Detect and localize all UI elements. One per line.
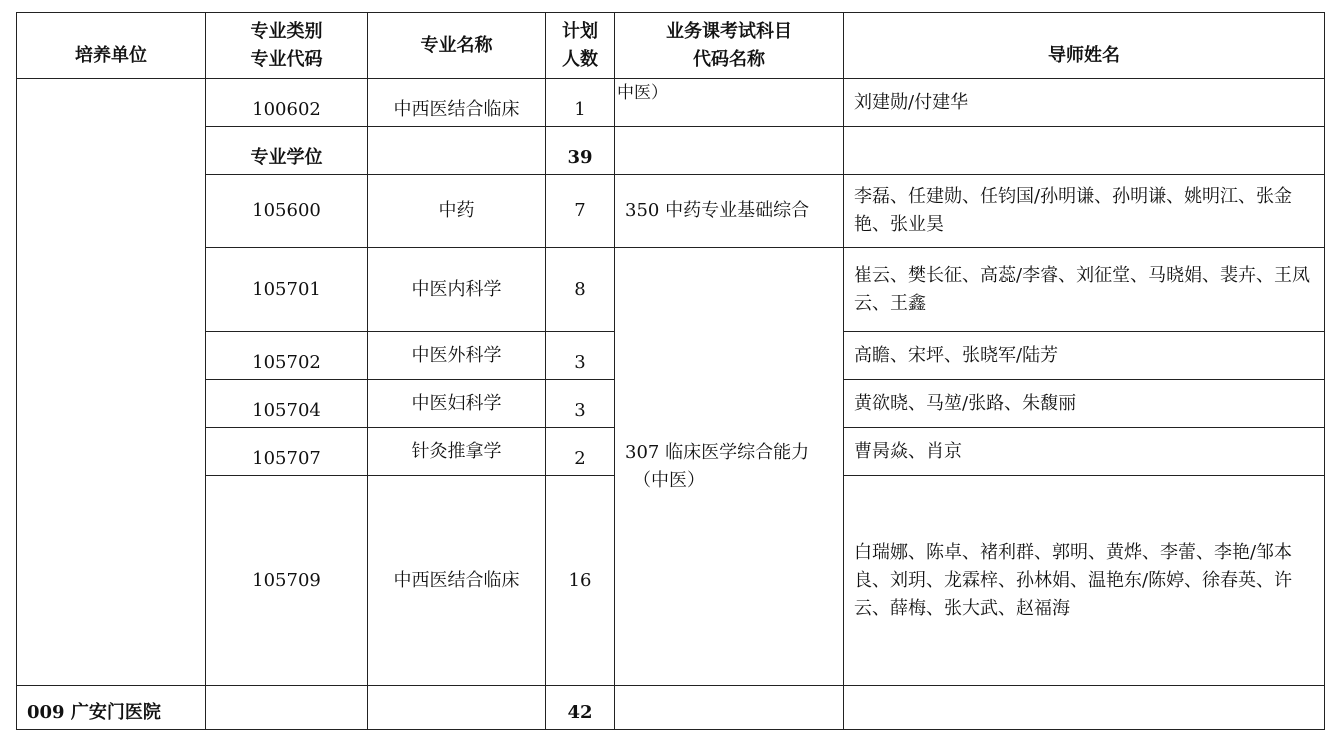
empty-cell xyxy=(368,127,546,175)
header-exam-code: 代码名称 xyxy=(693,48,765,70)
table-row xyxy=(17,79,1325,127)
header-unit: 培养单位 xyxy=(17,13,206,79)
major-name: 中医外科学 xyxy=(368,332,546,380)
tutor-names: 黄欲晓、马堃/张路、朱馥丽 xyxy=(844,380,1325,428)
table-row xyxy=(17,175,1325,248)
exam-subject-clinical xyxy=(615,248,844,686)
major-name: 中西医结合临床 xyxy=(368,79,546,127)
empty-cell xyxy=(844,127,1325,175)
plan-count: 16 xyxy=(546,476,615,686)
major-code: 105701 xyxy=(206,248,368,332)
header-major-name: 专业名称 xyxy=(368,13,546,79)
major-name: 中西医结合临床 xyxy=(368,476,546,686)
empty-cell xyxy=(615,686,844,730)
tutor-names: 高瞻、宋坪、张晓军/陆芳 xyxy=(844,332,1325,380)
header-category: 专业类别 xyxy=(250,20,323,42)
plan-count: 1 xyxy=(546,79,615,127)
table-row xyxy=(17,248,1325,332)
header-plan-count xyxy=(546,13,615,79)
plan-count: 3 xyxy=(546,332,615,380)
major-code: 105704 xyxy=(206,380,368,428)
plan-count: 42 xyxy=(546,686,615,730)
exam-subject-line: （中医） xyxy=(633,469,705,491)
tutor-names: 刘建勋/付建华 xyxy=(844,79,1325,127)
empty-cell xyxy=(844,686,1325,730)
unit-cell-empty xyxy=(17,79,206,686)
empty-cell xyxy=(368,686,546,730)
header-count: 人数 xyxy=(562,48,598,70)
plan-count: 2 xyxy=(546,428,615,476)
empty-cell xyxy=(615,127,844,175)
empty-cell xyxy=(206,686,368,730)
header-tutors: 导师姓名 xyxy=(844,13,1325,79)
plan-count: 39 xyxy=(546,127,615,175)
major-code: 105707 xyxy=(206,428,368,476)
plan-count: 3 xyxy=(546,380,615,428)
major-name: 针灸推拿学 xyxy=(368,428,546,476)
major-name: 中药 xyxy=(368,175,546,248)
table-row xyxy=(17,686,1325,730)
major-code: 105709 xyxy=(206,476,368,686)
major-code: 105600 xyxy=(206,175,368,248)
plan-count: 8 xyxy=(546,248,615,332)
tutor-names: 白瑞娜、陈卓、褚利群、郭明、黄烨、李蕾、李艳/邹本良、刘玥、龙霖梓、孙林娟、温艳东/陈婷、徐春英、许云、薛梅、张大武、赵福海 xyxy=(844,476,1325,686)
header-code: 专业代码 xyxy=(250,48,323,70)
header-exam: 业务课考试科目 xyxy=(666,20,792,42)
exam-subject: 中医） xyxy=(615,79,844,127)
header-row xyxy=(17,13,1325,79)
exam-subject-line: 307 临床医学综合能力 xyxy=(625,441,810,463)
header-exam-subject xyxy=(615,13,844,79)
enrollment-table xyxy=(16,12,1325,730)
tutor-names: 李磊、任建勋、任钧国/孙明谦、孙明谦、姚明江、张金艳、张业昊 xyxy=(844,175,1325,248)
header-plan: 计划 xyxy=(562,20,598,42)
major-name: 中医妇科学 xyxy=(368,380,546,428)
tutor-names: 崔云、樊长征、高蕊/李睿、刘征堂、马晓娟、裴卉、王凤云、王鑫 xyxy=(844,248,1325,332)
major-code: 100602 xyxy=(206,79,368,127)
table-row xyxy=(17,127,1325,175)
unit-name: 009 广安门医院 xyxy=(17,686,206,730)
major-code: 105702 xyxy=(206,332,368,380)
plan-count: 7 xyxy=(546,175,615,248)
tutor-names: 曹昺焱、肖京 xyxy=(844,428,1325,476)
header-category-code xyxy=(206,13,368,79)
major-name: 中医内科学 xyxy=(368,248,546,332)
exam-subject: 350 中药专业基础综合 xyxy=(615,175,844,248)
category-label: 专业学位 xyxy=(206,127,368,175)
